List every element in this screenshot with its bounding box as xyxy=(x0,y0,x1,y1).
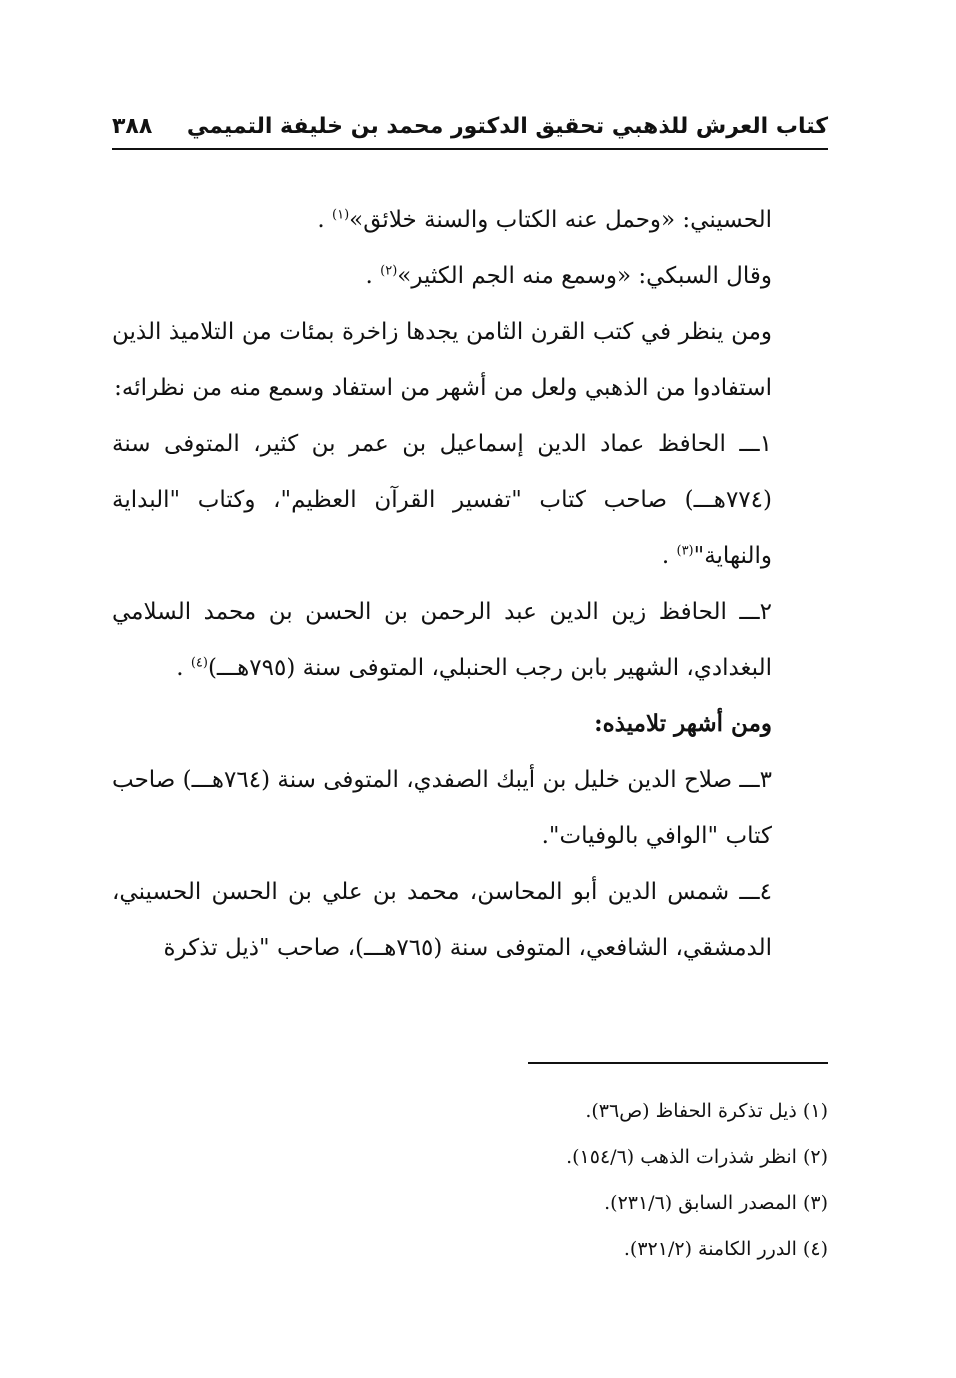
student-item-4: ٤ـــ شمس الدين أبو المحاسن، محمد بن علي بن الحسن الحسيني، الدمشقي، الشافعي، المتوفى سنة (٧٦٥هـــ)، صاحب "ذيل تذكرة xyxy=(112,879,772,961)
footnote-ref-4: (٤) xyxy=(190,655,208,671)
paragraph-students-intro: ومن ينظر في كتب القرن الثامن يجدها زاخرة بمئات من التلاميذ الذين استفادوا من الذهبي ولعل من أشهر من استفاد وسمع منه من نظرائه: xyxy=(112,319,772,401)
section-heading: ومن أشهر تلاميذه: xyxy=(594,710,772,737)
student-item-1: ١ـــ الحافظ عماد الدين إسماعيل بن عمر بن كثير، المتوفى سنة (٧٧٤هـــ) صاحب كتاب "تفسير القرآن العظيم"، وكتاب "البداية والنهاية"$^{(٣)}$ . xyxy=(112,431,772,569)
main-text xyxy=(112,192,828,976)
footnote-ref-1: (١) xyxy=(332,207,350,223)
footnote-ref-3: (٣) xyxy=(676,543,694,559)
header-title: كتاب العرش للذهبي تحقيق الدكتور محمد بن خليفة التميمي xyxy=(186,114,828,139)
student-item-2: ٢ـــ الحافظ زين الدين عبد الرحمن بن الحسن بن محمد السلامي البغدادي، الشهير بابن رجب الحنبلي، المتوفى سنة (٧٩٥هـــ)$^{(٤)}$ . xyxy=(112,599,772,681)
paragraph-husaini-quote: الحسيني: «وحمل عنه الكتاب والسنة خلائق»$^{(١)}$ . xyxy=(317,207,772,233)
footnote-4: (٤) الدرر الكامنة (٣٢١/٢). xyxy=(623,1238,828,1260)
running-header xyxy=(112,108,828,150)
footnote-divider xyxy=(528,1062,828,1064)
student-item-3: ٣ـــ صلاح الدين خليل بن أيبك الصفدي، المتوفى سنة (٧٦٤هـــ) صاحب كتاب "الوافي بالوفيات". xyxy=(112,767,773,849)
footnote-2: (٢) انظر شذرات الذهب (١٥٤/٦). xyxy=(566,1146,828,1168)
footnote-ref-2: (٢) xyxy=(380,263,398,279)
page-number: ٣٨٨ xyxy=(112,114,153,139)
footnotes xyxy=(400,1088,828,1272)
footnote-3: (٣) المصدر السابق (٢٣١/٦). xyxy=(604,1192,828,1214)
paragraph-subki-quote: وقال السبكي: «وسمع منه الجم الكثير»$^{(٢)}$ . xyxy=(365,263,772,289)
footnote-1: (١) ذيل تذكرة الحفاظ (ص٣٦). xyxy=(585,1100,828,1122)
